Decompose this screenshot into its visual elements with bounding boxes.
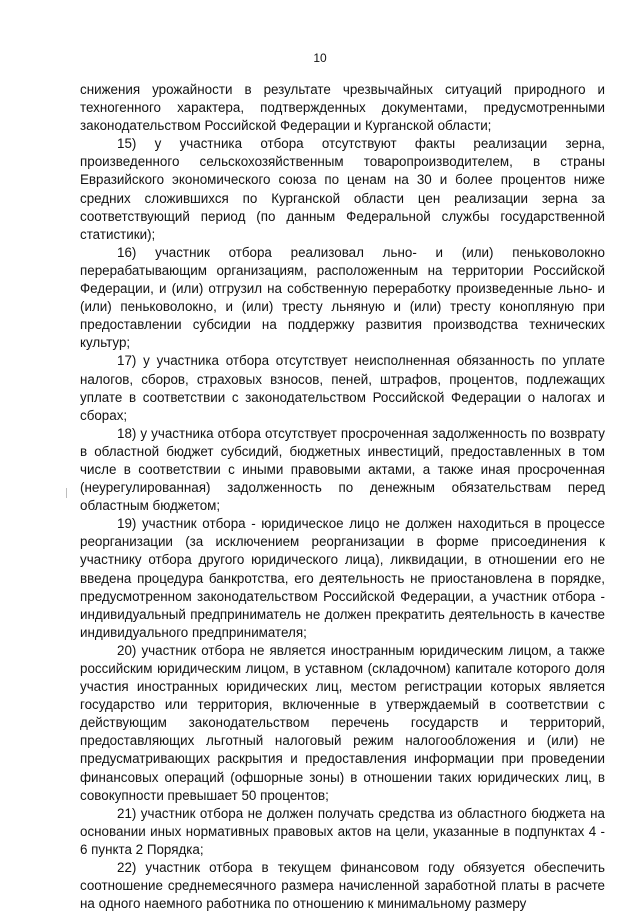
paragraph-item-16: 16) участник отбора реализовал льно- и (или) пеньковолокно перерабатывающим организациям, расположенным на территории Российской Федерации, и (или) отгрузил на собственную переработку произведенные льно- и (или) пеньковолокно, и (или) тресту льняную и (или) тресту конопляную при предоставлении субсидии на поддержку развития производства технических культур; — [80, 244, 605, 351]
paragraph-item-19: 19) участник отбора - юридическое лицо не должен находиться в процессе реорганизации (за исключением реорганизации в форме присоединения к участнику отбора другого юридического лица), ликвидации, в отношении его не введена процедура банкротства, его деятельность не приостановлена в порядке, предусмотренном законодательством Российской Федерации, а участник отбора - индивидуальный предприниматель не должен прекратить деятельность в качестве индивидуального предпринимателя; — [80, 516, 605, 640]
document-body — [80, 81, 605, 913]
page-number: 10 — [313, 51, 327, 65]
paragraph-item-22: 22) участник отбора в текущем финансовом году обязуется обеспечить соотношение среднемесячного размера начисленной заработной платы в расчете на одного наемного работника по отношению к минимальному размеру — [80, 860, 605, 912]
margin-mark — [66, 488, 67, 498]
paragraph-item-17: 17) у участника отбора отсутствует неисполненная обязанность по уплате налогов, сборов, страховых взносов, пеней, штрафов, процентов, подлежащих уплате в соответствии с законодательством Российской Федерации о налогах и сборах; — [80, 353, 605, 423]
paragraph-item-20: 20) участник отбора не является иностранным юридическим лицом, а также российским юридическим лицом, в уставном (складочном) капитале которого доля участия иностранных юридических лиц, местом регистрации которых является государство или территория, включенные в утверждаемый в соответствии с действующим законодательством перечень государств и территорий, предоставляющих льготный налоговый режим налогообложения и (или) не предусматривающих раскрытия и предоставления информации при проведении финансовых операций (офшорные зоны) в отношении таких юридических лиц, в совокупности превышает 50 процентов; — [80, 642, 605, 803]
paragraph-continuation: снижения урожайности в результате чрезвычайных ситуаций природного и техногенного характера, подтвержденных документами, предусмотренными законодательством Российской Федерации и Курганской области; — [80, 82, 605, 134]
paragraph-item-15: 15) у участника отбора отсутствуют факты реализации зерна, произведенного сельскохозяйственным товаропроизводителем, в страны Евразийского экономического союза по ценам на 30 и более процентов ниже средних сложившихся по Курганской области цен реализации зерна за соответствующий период (по данным Федеральной службы государственной статистики); — [80, 136, 605, 242]
paragraph-item-21: 21) участник отбора не должен получать средства из областного бюджета на основании иных нормативных правовых актов на цели, указанные в подпунктах 4 - 6 пункта 2 Порядка; — [80, 805, 605, 857]
paragraph-item-18: 18) у участника отбора отсутствует просроченная задолженность по возврату в областной бюджет субсидий, бюджетных инвестиций, предоставленных в том числе в соответствии с иными правовыми актами, а также иная просроченная (неурегулированная) задолженность по денежным обязательствам перед областным бюджетом; — [80, 425, 605, 514]
